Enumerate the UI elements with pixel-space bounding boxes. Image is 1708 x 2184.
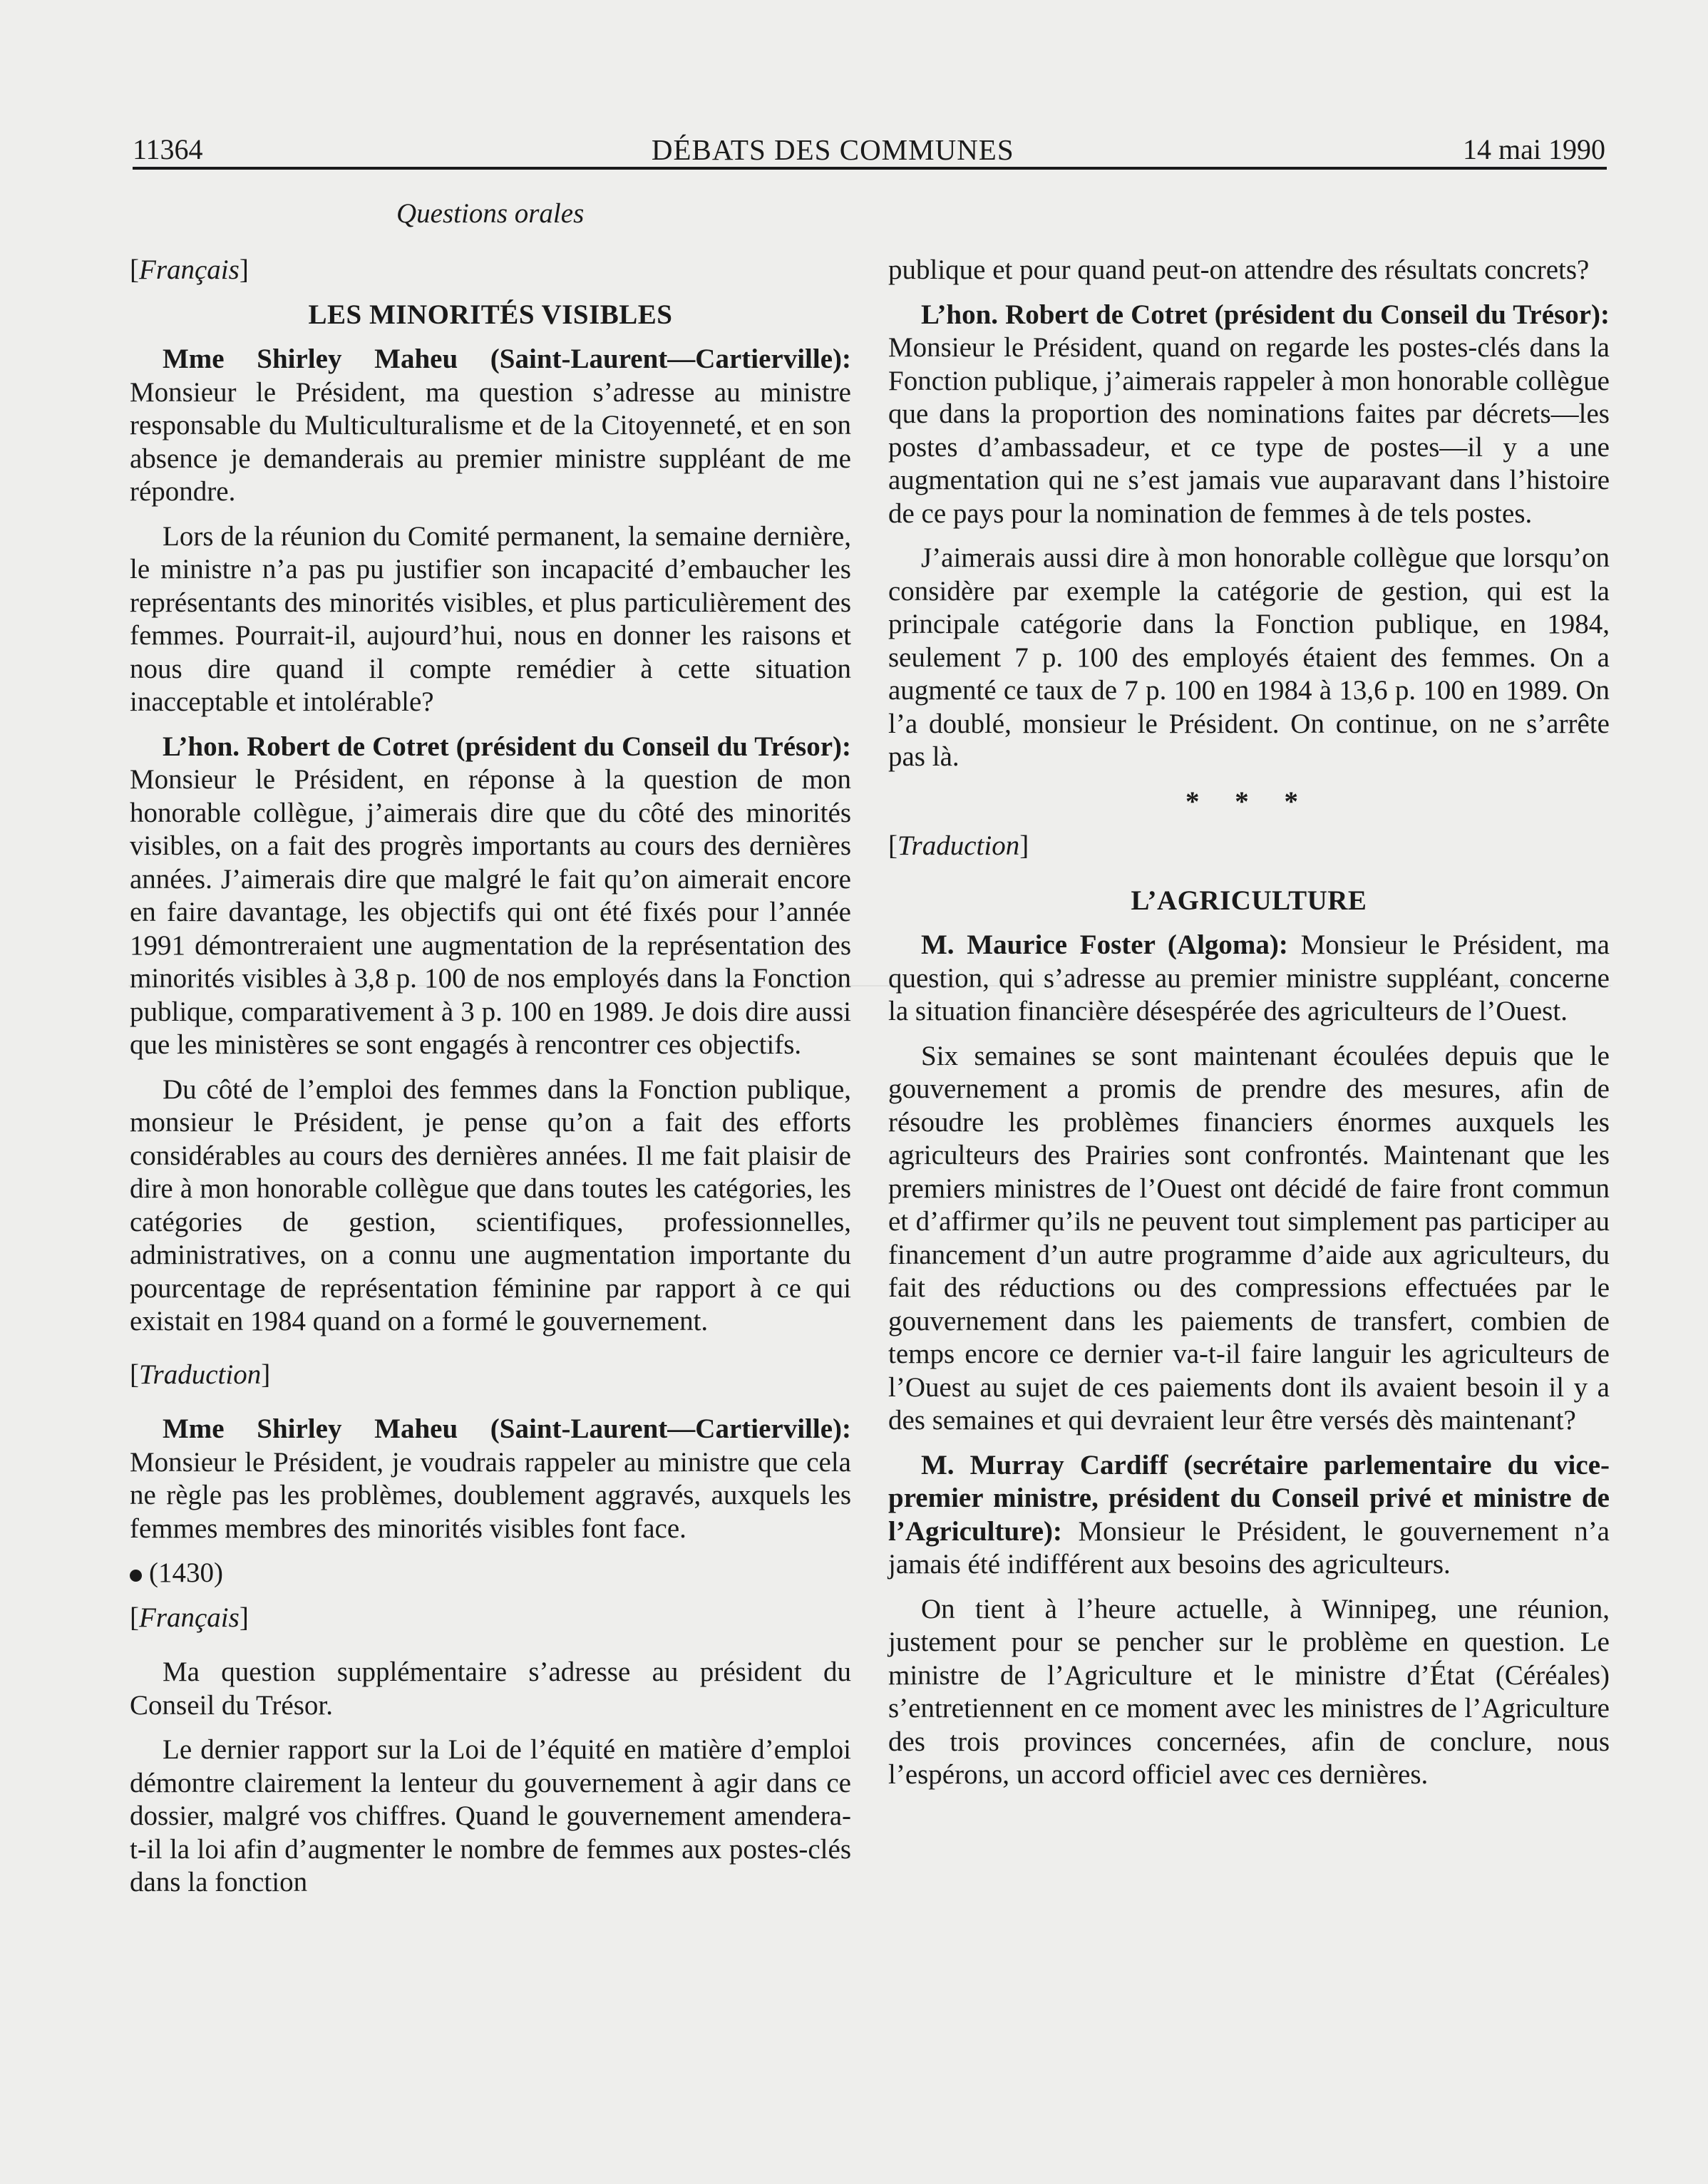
language-marker-traduction: [Traduction] — [130, 1359, 271, 1390]
language-marker-francais: [Français] — [130, 254, 249, 285]
publication-title: DÉBATS DES COMMUNES — [651, 133, 1014, 166]
paragraph-foster-question-cont: Six semaines se sont maintenant écoulées depuis que le gouvernement a promis de prendre des mesures, afin de résoudre les problèmes financiers énormes auxquels les agriculteurs des Prairies sont confrontés. Maintenant que les premiers ministres de l’Ouest ont décidé de faire front commun et d’affirmer qu’ils ne peuvent tout simplement pas participer au financement d’un autre programme d’aide aux agriculteurs, du fait des réductions ou des compressions effectuées par le gouvernement dans les paiements de transfert, combien de temps encore ce dernier va-t-il faire languir les agriculteurs de l’Ouest au sujet de ces paiements dont ils avaient besoin il y a des semaines et qui devraient leur être versés dès maintenant? — [888, 1040, 1610, 1436]
speaker-name: L’hon. Robert de Cotret (président du Conseil du Trésor): — [163, 731, 851, 762]
speaker-name: M. Maurice Foster (Algoma): — [921, 929, 1288, 960]
paragraph-maheu-question: Mme Shirley Maheu (Saint-Laurent—Cartierville): Monsieur le Président, ma question s’adresse au ministre responsable du Multiculturalisme et de la Citoyenneté, et en son absence je demanderais au premier ministre suppléant de me répondre. — [130, 344, 851, 507]
page-number: 11364 — [133, 133, 203, 165]
paragraph-cardiff-answer-cont: On tient à l’heure actuelle, à Winnipeg, une réunion, justement pour se pencher sur le problème en question. Le ministre de l’Agriculture et le ministre d’État (Céréales) s’entretiennent en ce moment avec les ministres de l’Agriculture des trois provinces concernées, afin de conclure, nous l’espérons, un accord officiel avec ces dernières. — [888, 1593, 1610, 1790]
timestamp: (1430) — [130, 1557, 851, 1590]
speaker-name: M. Murray Cardiff (secrétaire parlementaire du vice-premier ministre, président du Conseil privé et ministre de l’Agriculture): — [888, 1449, 1610, 1547]
heading-minorites-visibles: LES MINORITÉS VISIBLES — [308, 299, 673, 330]
speaker-name: L’hon. Robert de Cotret (président du Conseil du Trésor): — [921, 299, 1610, 330]
left-column — [130, 254, 851, 1911]
paragraph-cotret-answer: L’hon. Robert de Cotret (président du Conseil du Trésor): Monsieur le Président, en réponse à la question de mon honorable collègue, j’aimerais dire que du côté des minorités visibles, on a fait des progrès importants au cours des dernières années. J’aimerais dire que malgré le fait qu’on aimerait encore en faire davantage, les objectifs qui ont été fixés pour l’année 1991 démontreraient une augmentation de la représentation des minorités visibles à 3,8 p. 100 de nos employés dans la Fonction publique, comparativement à 3 p. 100 en 1989. Je dois dire aussi que les ministères se sont engagés à rencontrer ces objectifs. — [130, 731, 851, 1060]
speaker-name: Mme Shirley Maheu (Saint-Laurent—Cartierville): — [163, 1413, 851, 1444]
language-marker-traduction: [Traduction] — [888, 830, 1029, 861]
heading-agriculture: L’AGRICULTURE — [1131, 885, 1367, 916]
paragraph-cardiff-answer: M. Murray Cardiff (secrétaire parlementaire du vice-premier ministre, président du Conseil privé et ministre de l’Agriculture): Monsieur le Président, le gouvernement n’a jamais été indifférent aux besoins des agriculteurs. — [888, 1449, 1610, 1580]
header-rule — [133, 167, 1607, 170]
paragraph-maheu-question-cont: Lors de la réunion du Comité permanent, la semaine dernière, le ministre n’a pas pu justifier son incapacité d’embaucher les représentants des minorités visibles, et plus particulièrement des femmes. Pourrait-il, aujourd’hui, nous en donner les raisons et nous dire quand il compte remédier à cette situation inacceptable et intolérable? — [130, 520, 851, 717]
language-marker-francais: [Français] — [130, 1602, 249, 1633]
section-separator: * * * — [1185, 785, 1312, 817]
paragraph-cotret-answer-2: L’hon. Robert de Cotret (président du Conseil du Trésor): Monsieur le Président, quand on regarde les postes-clés dans la Fonction publique, j’aimerais rappeler à mon honorable collègue que dans la proportion des nominations faites par décrets—les postes d’ambassadeur, et ce type de postes—il y a une augmentation qui ne s’est jamais vue auparavant dans l’histoire de ce pays pour la nomination de femmes à de tels postes. — [888, 299, 1610, 529]
paragraph-supplementary: Ma question supplémentaire s’adresse au président du Conseil du Trésor. — [130, 1657, 851, 1721]
paragraph-cotret-answer-2-cont: J’aimerais aussi dire à mon honorable collègue que lorsqu’on considère par exemple la catégorie de gestion, qui est la principale catégorie dans la Fonction publique, en 1984, seulement 7 p. 100 des employés étaient des femmes. On a augmenté ce taux de 7 p. 100 en 1984 à 13,6 p. 100 en 1989. On l’a doublé, monsieur le Président. On continue, on ne s’arrête pas là. — [888, 542, 1610, 772]
page-date: 14 mai 1990 — [1463, 133, 1605, 165]
paragraph-maheu-reply: Mme Shirley Maheu (Saint-Laurent—Cartierville): Monsieur le Président, je voudrais rappeler au ministre que cela ne règle pas les problèmes, doublement aggravés, auxquels les femmes membres des minorités visibles font face. — [130, 1413, 851, 1544]
right-column — [888, 254, 1610, 1803]
paragraph-supplementary-cont: Le dernier rapport sur la Loi de l’équité en matière d’emploi démontre clairement la lenteur du gouvernement à agir dans ce dossier, malgré vos chiffres. Quand le gouvernement amendera-t-il la loi afin d’augmenter le nombre de femmes aux postes-clés dans la fonction — [130, 1734, 851, 1897]
page-header — [133, 120, 1605, 165]
section-title: Questions orales — [396, 198, 585, 229]
paragraph-cotret-answer-cont: Du côté de l’emploi des femmes dans la Fonction publique, monsieur le Président, je pense qu’on a fait des efforts considérables au cours des dernières années. Il me fait plaisir de dire à mon honorable collègue que dans toutes les catégories, les catégories de gestion, scientifiques, professionnelles, administratives, on a connu une augmentation importante du pourcentage de représentation féminine par rapport à ce qui existait en 1984 quand on a formé le gouvernement. — [130, 1073, 851, 1336]
paragraph-continued: publique et pour quand peut-on attendre des résultats concrets? — [888, 254, 1590, 285]
speaker-name: Mme Shirley Maheu (Saint-Laurent—Cartierville): — [163, 344, 851, 374]
paragraph-foster-question: M. Maurice Foster (Algoma): Monsieur le Président, ma question, qui s’adresse au premier ministre suppléant, concerne la situation financière désespérée des agriculteurs de l’Ouest. — [888, 929, 1610, 1026]
bullet-icon — [130, 1570, 142, 1582]
